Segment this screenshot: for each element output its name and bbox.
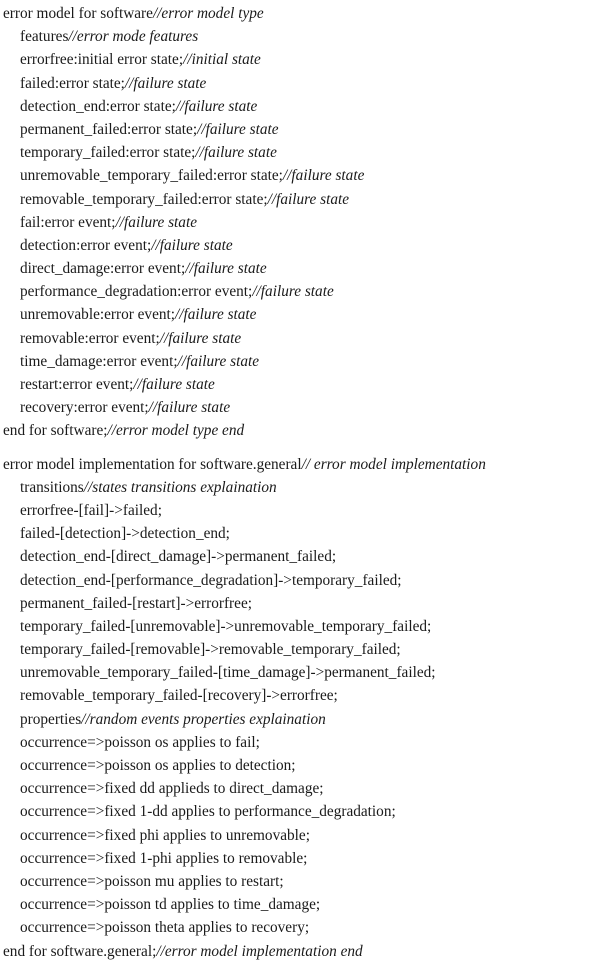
code-text: removable_temporary_failed-[recovery]->errorfree; (20, 687, 338, 705)
code-line (3, 522, 600, 545)
code-text: occurrence=>poisson os applies to fail; (20, 733, 260, 751)
code-text: occurrence=>poisson os applies to detection; (20, 757, 296, 774)
code-line (3, 476, 600, 499)
code-text: occurrence=>poisson td applies to time_damage; (20, 896, 321, 914)
code-text: errorfree-[fail]->failed; (20, 501, 162, 519)
code-text: detection_end-[performance_degradation]->temporary_failed; (20, 571, 402, 589)
code-text: fail:error event; (20, 213, 116, 231)
code-line (3, 164, 600, 187)
code-text: failed:error state; (20, 74, 125, 92)
code-line (3, 48, 600, 71)
code-line (3, 188, 600, 211)
code-line (3, 257, 600, 280)
code-comment: //failure state (197, 120, 279, 138)
code-line (3, 638, 600, 661)
code-text: occurrence=>fixed 1-phi applies to removable; (20, 849, 308, 867)
code-line (3, 754, 600, 777)
code-comment: //failure state (267, 190, 350, 208)
code-line (3, 708, 600, 731)
code-comment: //failure state (282, 167, 365, 185)
code-line (3, 777, 600, 800)
error-model-implementation-block (3, 453, 600, 963)
code-text: error model implementation for software.general (3, 455, 302, 473)
code-line (3, 916, 600, 939)
code-line (3, 327, 600, 350)
code-text: transitions (20, 478, 84, 496)
code-text: temporary_failed-[unremovable]->unremovable_temporary_failed; (20, 617, 432, 635)
code-comment: //failure state (151, 236, 233, 254)
code-comment: //initial state (183, 51, 261, 69)
code-comment: //failure state (159, 329, 242, 347)
code-text: detection_end-[direct_damage]->permanent_failed; (20, 548, 337, 566)
code-line (3, 211, 600, 234)
code-line (3, 592, 600, 615)
code-line (3, 847, 600, 870)
code-line (3, 25, 600, 48)
code-text: temporary_failed:error state; (20, 144, 196, 162)
code-line (3, 800, 600, 823)
code-comment: //failure state (195, 144, 277, 162)
code-line (3, 234, 600, 257)
code-text: end for software.general; (3, 942, 157, 960)
code-comment: //failure state (175, 97, 258, 115)
code-text: error model for software (3, 5, 153, 22)
code-text: errorfree:initial error state; (20, 51, 184, 69)
code-line (3, 118, 600, 141)
code-line (3, 419, 600, 442)
code-line (3, 72, 600, 95)
code-line (3, 499, 600, 522)
code-comment: //states transitions explaination (83, 478, 277, 496)
code-text: removable_temporary_failed:error state; (20, 190, 268, 208)
code-line (3, 569, 600, 592)
code-text: occurrence=>fixed 1-dd applies to performance_degradation; (20, 803, 396, 821)
code-comment: //failure state (115, 213, 197, 231)
code-line (3, 870, 600, 893)
code-text: direct_damage:error event; (20, 260, 186, 278)
code-text: failed-[detection]->detection_end; (20, 525, 230, 543)
code-text: time_damage:error event; (20, 352, 178, 370)
code-line (3, 95, 600, 118)
code-line (3, 350, 600, 373)
code-text: detection:error event; (20, 236, 152, 254)
code-line (3, 280, 600, 303)
code-text: features (20, 28, 69, 46)
code-comment: //random events properties explaination (81, 710, 326, 728)
code-line (3, 141, 600, 164)
code-text: occurrence=>poisson mu applies to restart; (20, 872, 284, 890)
code-comment: //failure state (175, 306, 257, 324)
code-text: end for software; (3, 422, 108, 440)
code-line (3, 545, 600, 568)
code-line (3, 615, 600, 638)
code-line (3, 396, 600, 419)
code-text: occurrence=>poisson theta applies to recovery; (20, 919, 310, 937)
code-line (3, 684, 600, 707)
code-text: properties (20, 710, 82, 728)
code-comment: //failure state (252, 283, 334, 301)
code-text: unremovable_temporary_failed:error state; (20, 167, 283, 185)
code-text: detection_end:error state; (20, 97, 176, 115)
code-text: recovery:error event; (20, 399, 149, 417)
code-comment: //error model type end (107, 422, 245, 440)
code-text: removable:error event; (20, 329, 160, 347)
code-line (3, 373, 600, 396)
code-text: occurrence=>fixed phi applies to unremovable; (20, 826, 310, 844)
code-comment: //failure state (124, 74, 207, 92)
code-comment: //failure state (177, 352, 260, 370)
code-line (3, 303, 600, 326)
code-comment: //error model implementation end (156, 942, 363, 960)
code-comment: //failure state (148, 399, 231, 417)
code-text: temporary_failed-[removable]->removable_temporary_failed; (20, 641, 401, 659)
code-line (3, 2, 600, 25)
code-line (3, 940, 600, 963)
code-text: occurrence=>fixed dd applieds to direct_damage; (20, 780, 324, 798)
code-line (3, 453, 600, 476)
code-text: permanent_failed-[restart]->errorfree; (20, 594, 252, 612)
code-listing (3, 0, 600, 963)
code-comment: // error model implementation (301, 455, 486, 473)
code-line (3, 893, 600, 916)
code-comment: //error mode features (68, 28, 199, 46)
code-line (3, 661, 600, 684)
code-text: performance_degradation:error event; (20, 283, 253, 301)
code-comment: //error model type (152, 5, 264, 22)
code-text: permanent_failed:error state; (20, 120, 198, 138)
block-separator (3, 443, 600, 453)
code-comment: //failure state (133, 376, 215, 393)
code-text: restart:error event; (20, 376, 134, 393)
code-text: unremovable_temporary_failed-[time_damage]->permanent_failed; (20, 664, 436, 682)
code-comment: //failure state (185, 260, 267, 278)
code-line (3, 731, 600, 754)
code-text: unremovable:error event; (20, 306, 176, 324)
error-model-type-block (3, 2, 600, 443)
code-line (3, 824, 600, 847)
